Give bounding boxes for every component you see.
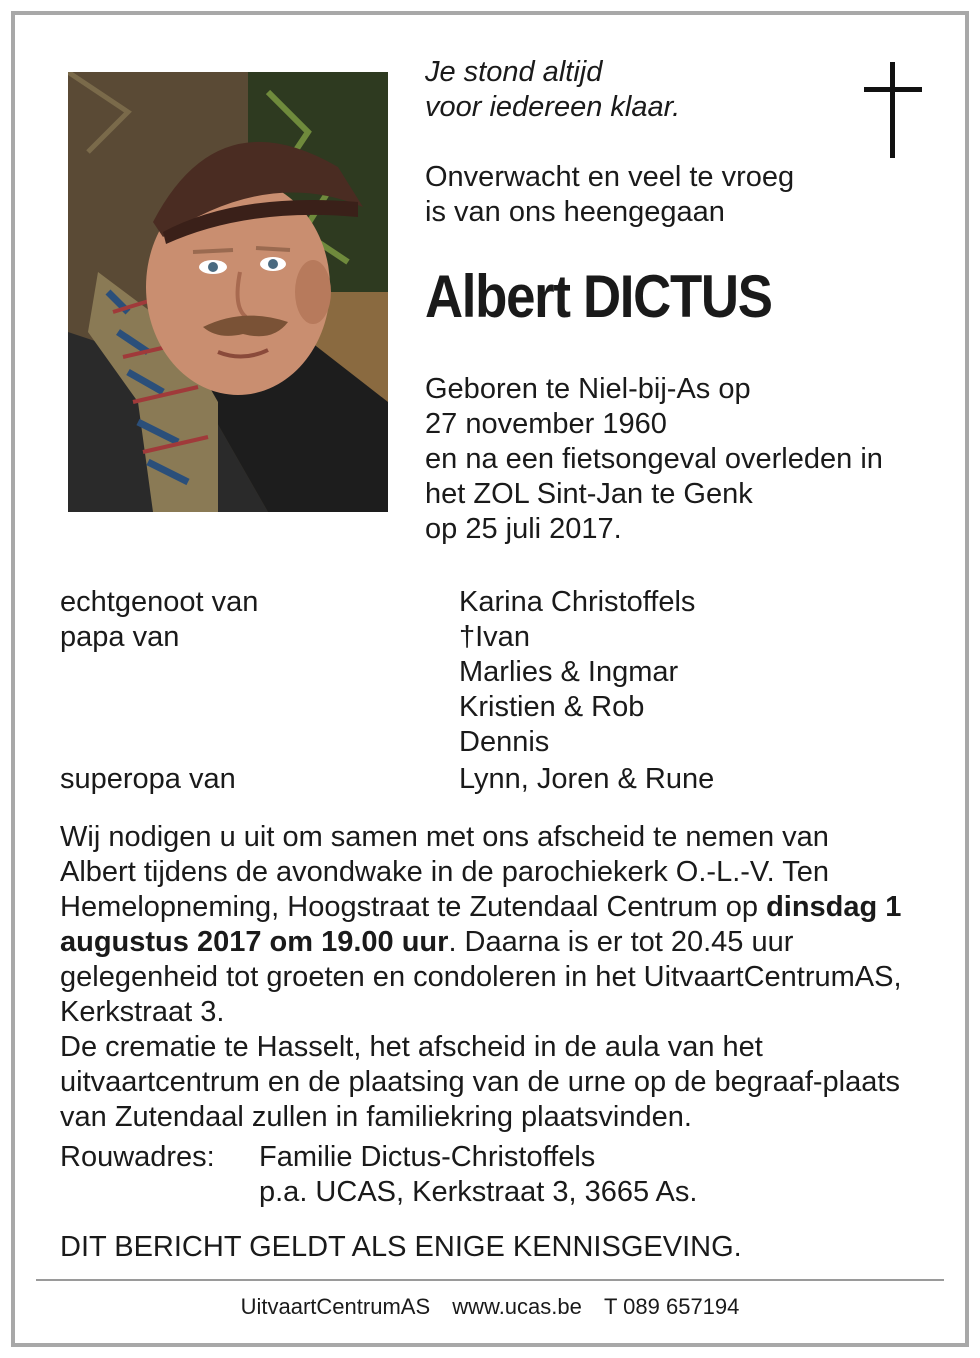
footer-divider: [36, 1279, 944, 1281]
relation-name: Lynn, Joren & Rune: [459, 763, 715, 795]
relation-label: superopa van: [60, 763, 236, 795]
detail-line: 27 november 1960: [425, 408, 667, 440]
relation-label: papa van: [60, 621, 180, 653]
cremation-text: De crematie te Hasselt, het afscheid in de aula van het uitvaartcentrum en de plaatsing van de urne op de begraaf-plaats van Zutendaal zullen in familiekring plaatsvinden.: [60, 1031, 900, 1133]
relation-name: Marlies & Ingmar: [459, 656, 679, 688]
intro-text: [425, 160, 794, 230]
address-label: Rouwadres:: [60, 1141, 215, 1173]
invitation-continuation: . Daarna is er tot 20.45 uur gelegenheid tot groeten en condoleren in het UitvaartCentrumAS, Kerkstraat 3.: [60, 926, 902, 1028]
invitation-text: [60, 820, 910, 1135]
relation-name: Dennis: [459, 726, 550, 758]
detail-line: en na een fietsongeval overleden in: [425, 443, 883, 475]
birth-death-details: [425, 372, 883, 547]
footer-website-link[interactable]: www.ucas.be: [452, 1294, 582, 1319]
footer-phone: T 089 657194: [604, 1294, 740, 1319]
mourning-address: [259, 1140, 697, 1210]
address-line: Familie Dictus-Christoffels: [259, 1141, 596, 1173]
motto-line: Je stond altijd: [425, 56, 603, 88]
deceased-name: Albert DICTUS: [425, 263, 772, 330]
portrait-photo: [68, 72, 388, 512]
relation-name: Karina Christoffels: [459, 586, 696, 618]
invitation-intro: Wij nodigen u uit om samen met ons afscheid te nemen van Albert tijdens de avondwake in de parochiekerk O.-L.-V. Ten Hemelopneming, Hoogstraat te Zutendaal Centrum op: [60, 821, 829, 923]
motto: [425, 55, 680, 125]
wake-date-time: dinsdag 1 augustus 2017 om 19.00 uur: [60, 891, 902, 958]
intro-line: Onverwacht en veel te vroeg: [425, 161, 795, 193]
relation-name: †Ivan: [459, 621, 530, 653]
cross-icon: [862, 62, 924, 165]
official-notice: DIT BERICHT GELDT ALS ENIGE KENNISGEVING.: [60, 1231, 742, 1263]
footer: [0, 1293, 980, 1321]
portrait-illustration: [68, 72, 388, 512]
detail-line: op 25 juli 2017.: [425, 513, 622, 545]
motto-line: voor iedereen klaar.: [425, 91, 681, 123]
address-line: p.a. UCAS, Kerkstraat 3, 3665 As.: [259, 1176, 698, 1208]
detail-line: het ZOL Sint-Jan te Genk: [425, 478, 753, 510]
detail-line: Geboren te Niel-bij-As op: [425, 373, 751, 405]
relation-name: Kristien & Rob: [459, 691, 645, 723]
footer-company: UitvaartCentrumAS: [240, 1294, 431, 1319]
intro-line: is van ons heengegaan: [425, 196, 725, 228]
relation-label: echtgenoot van: [60, 586, 259, 618]
